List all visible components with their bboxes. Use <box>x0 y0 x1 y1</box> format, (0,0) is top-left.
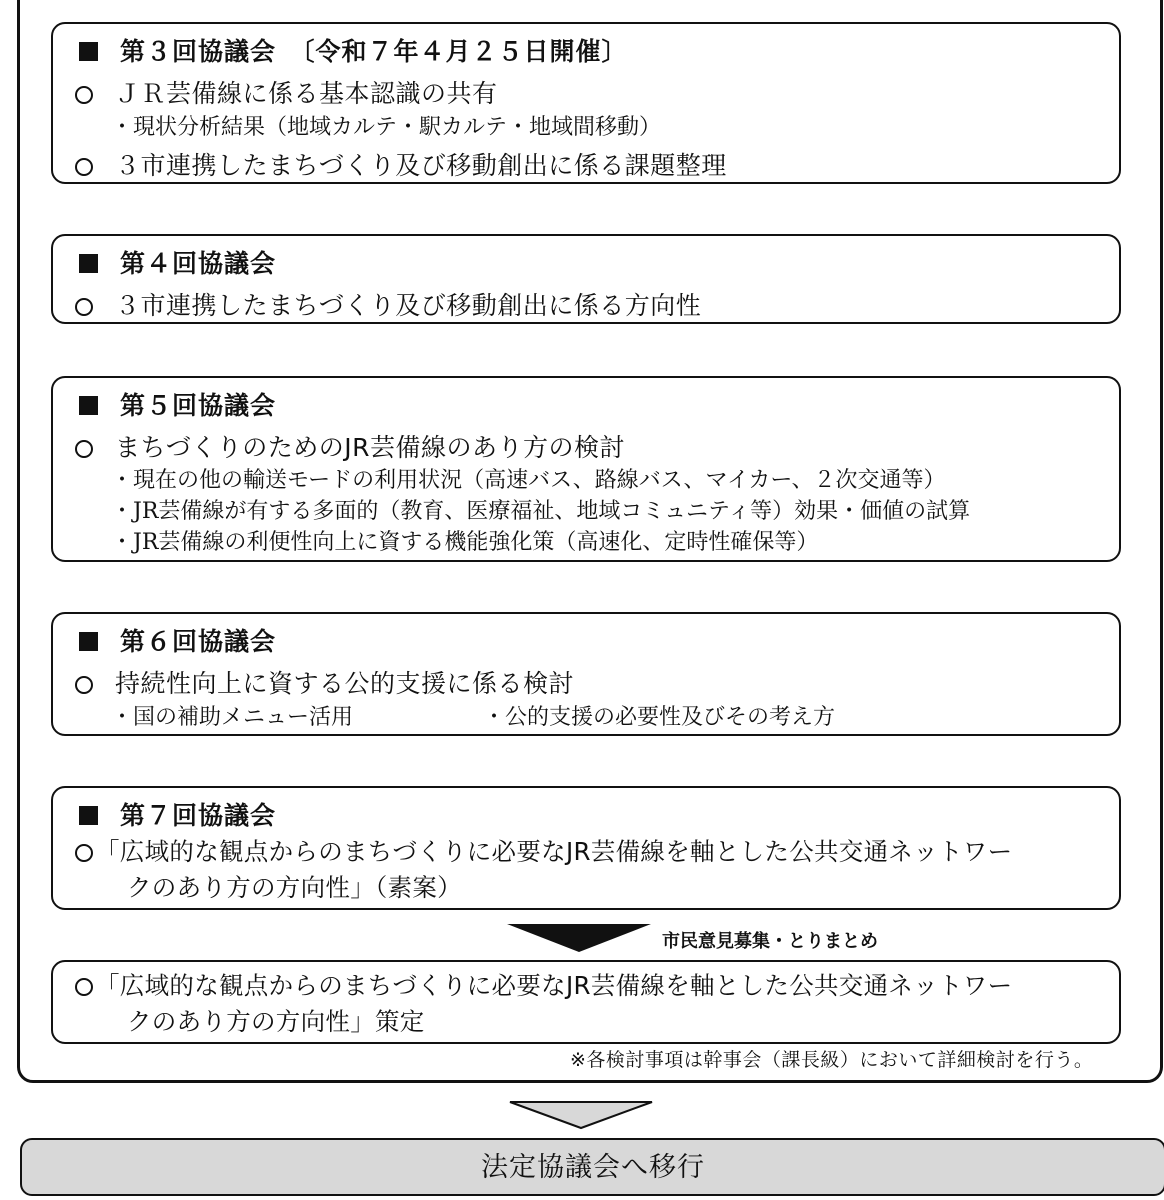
meeting-5-sub-3: ・JR芸備線の利便性向上に資する機能強化策（高速化、定時性確保等） <box>111 530 819 555</box>
arrow-label: 市民意見募集・とりまとめ <box>662 931 878 952</box>
meeting-7-title: 第７回協議会 <box>79 796 276 832</box>
square-bullet-icon <box>79 396 98 415</box>
meeting-3-title: 第３回協議会 〔令和７年４月２５日開催〕 <box>79 32 628 68</box>
meeting-5-sub-1: ・現在の他の輸送モードの利用状況（高速バス、路線バス、マイカー、２次交通等） <box>111 468 946 493</box>
meeting-3-box <box>51 22 1121 184</box>
down-arrow-icon <box>507 924 651 952</box>
meeting-6-item-1: 持続性向上に資する公的支援に係る検討 <box>75 664 574 700</box>
meeting-7-box <box>51 786 1121 910</box>
meeting-6-sub-2: ・公的支援の必要性及びその考え方 <box>483 705 836 730</box>
meeting-3-item-2: ３市連携したまちづくり及び移動創出に係る課題整理 <box>75 146 727 182</box>
circle-bullet-icon <box>75 440 93 458</box>
footnote: ※各検討事項は幹事会（課長級）において詳細検討を行う。 <box>570 1049 1094 1071</box>
meeting-5-item-1: まちづくりのためのJR芸備線のあり方の検討 <box>75 428 625 464</box>
meeting-4-item-1: ３市連携したまちづくり及び移動創出に係る方向性 <box>75 286 701 322</box>
meeting-6-sub-1: ・国の補助メニュー活用 <box>111 705 354 730</box>
down-arrow-outline-icon <box>508 1100 654 1130</box>
square-bullet-icon <box>79 632 98 651</box>
meeting-3-sub-1: ・現状分析結果（地域カルテ・駅カルテ・地域間移動） <box>111 115 662 140</box>
circle-bullet-icon <box>75 978 93 996</box>
policy-box <box>51 960 1121 1044</box>
circle-bullet-icon <box>75 844 93 862</box>
circle-bullet-icon <box>75 298 93 316</box>
meeting-5-box <box>51 376 1121 562</box>
circle-bullet-icon <box>75 158 93 176</box>
meeting-7-item: 「広域的な観点からのまちづくりに必要なJR芸備線を軸とした公共交通ネットワー クのあり方の方向性」（素案） <box>75 834 1105 906</box>
meeting-4-title: 第４回協議会 <box>79 244 276 280</box>
circle-bullet-icon <box>75 676 93 694</box>
circle-bullet-icon <box>75 86 93 104</box>
meeting-6-title: 第６回協議会 <box>79 622 276 658</box>
meeting-4-box <box>51 234 1121 324</box>
meeting-5-title: 第５回協議会 <box>79 386 276 422</box>
meeting-6-box <box>51 612 1121 736</box>
meeting-3-item-1: ＪＲ芸備線に係る基本認識の共有 <box>75 74 498 110</box>
square-bullet-icon <box>79 254 98 273</box>
square-bullet-icon <box>79 806 98 825</box>
meeting-5-sub-2: ・JR芸備線が有する多面的（教育、医療福祉、地域コミュニティ等）効果・価値の試算 <box>111 499 971 524</box>
square-bullet-icon <box>79 42 98 61</box>
transition-box: 法定協議会へ移行 <box>20 1138 1164 1196</box>
policy-item: 「広域的な観点からのまちづくりに必要なJR芸備線を軸とした公共交通ネットワー クのあり方の方向性」策定 <box>75 968 1105 1040</box>
